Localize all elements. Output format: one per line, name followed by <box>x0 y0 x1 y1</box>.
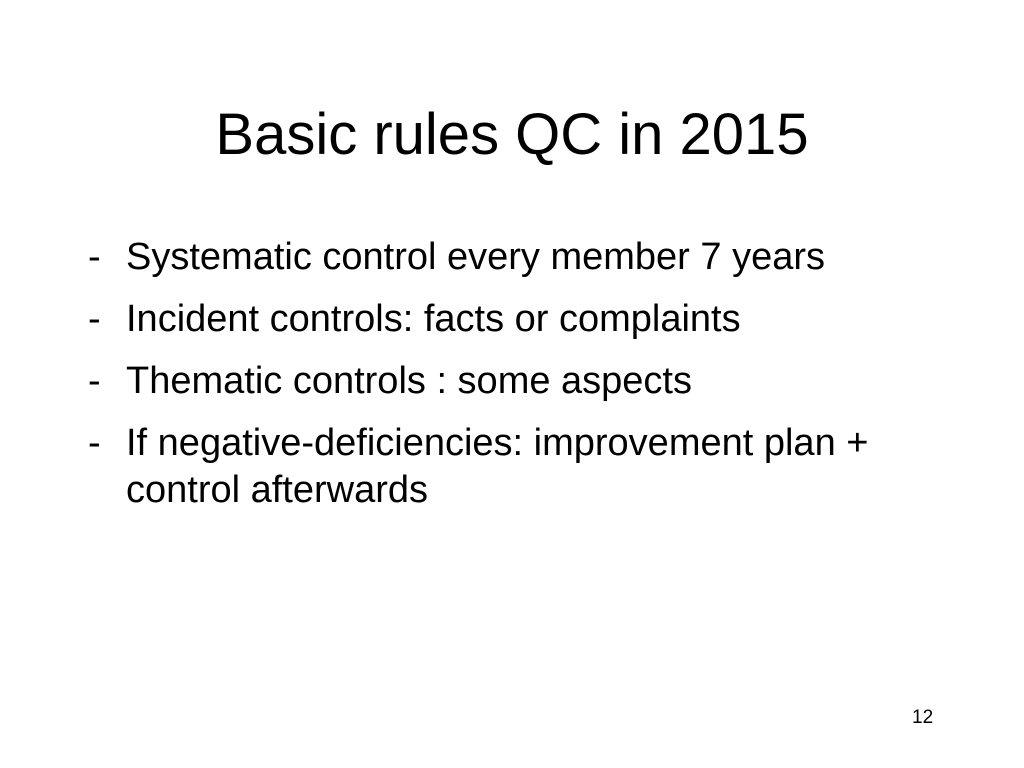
slide-title: Basic rules QC in 2015 <box>215 102 809 167</box>
bullet-item <box>88 420 908 514</box>
bullet-marker: - <box>88 422 101 464</box>
bullet-text: Thematic controls : some aspects <box>126 360 692 402</box>
bullet-marker: - <box>88 360 101 402</box>
bullet-marker: - <box>88 236 101 278</box>
bullet-list <box>88 234 908 529</box>
bullet-text: Incident controls: facts or complaints <box>126 298 741 340</box>
bullet-text: If negative-deficiencies: improvement plan + control afterwards <box>126 422 869 511</box>
bullet-item <box>88 358 908 405</box>
bullet-text: Systematic control every member 7 years <box>126 236 826 278</box>
bullet-item <box>88 234 908 281</box>
bullet-marker: - <box>88 298 101 340</box>
bullet-item <box>88 296 908 343</box>
page-number: 12 <box>912 707 934 728</box>
